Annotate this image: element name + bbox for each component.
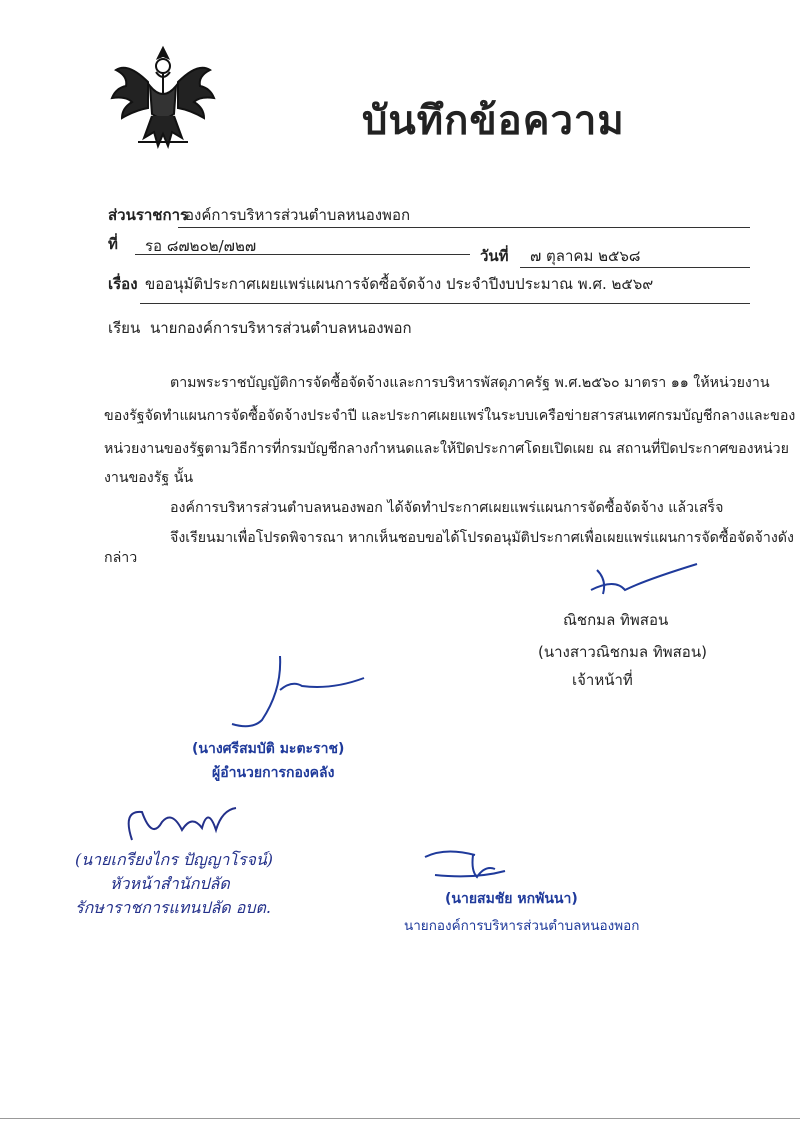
- director-position: ผู้อำนวยการกองคลัง: [212, 765, 335, 781]
- date-label: วันที่: [480, 247, 509, 265]
- to-label: เรียน: [108, 319, 141, 337]
- body-line: หน่วยงานของรัฐตามวิธีการที่กรมบัญชีกลางกำหนดและให้ปิดประกาศโดยเปิดเผย ณ สถานที่ปิดประกาศของหน่วย: [104, 441, 789, 457]
- ref-rule: [135, 254, 470, 255]
- director-name: (นางศรีสมบัติ มะตะราช): [192, 741, 345, 757]
- officer-name: ณิชกมล ทิพสอน: [563, 611, 669, 629]
- document-title: บันทึกข้อความ: [362, 98, 625, 144]
- officer-fullname: (นางสาวณิชกมล ทิพสอน): [538, 643, 707, 661]
- subject-rule: [140, 303, 750, 304]
- officer-handwritten-signature: [585, 560, 705, 605]
- subject-value: ขออนุมัติประกาศเผยแพร่แผนการจัดซื้อจัดจ้าง ประจำปีงบประมาณ พ.ศ. ๒๕๖๙: [145, 275, 654, 293]
- body-line: ตามพระราชบัญญัติการจัดซื้อจัดจ้างและการบริหารพัสดุภาครัฐ พ.ศ.๒๕๖๐ มาตรา ๑๑ ให้หน่วยงาน: [170, 375, 770, 391]
- agency-rule: [178, 227, 750, 228]
- clerk-handwritten-name: (นายเกรียงไกร ปัญญาโรจน์): [75, 850, 274, 869]
- date-value: ๗ ตุลาคม ๒๕๖๘: [530, 247, 641, 265]
- officer-position: เจ้าหน้าที่: [572, 671, 633, 689]
- ref-value: รอ ๘๗๒๐๒/๗๒๗: [145, 237, 257, 255]
- date-rule: [520, 267, 750, 268]
- to-value: นายกองค์การบริหารส่วนตำบลหนองพอก: [150, 319, 412, 337]
- garuda-emblem-icon: [108, 42, 218, 154]
- director-handwritten-signature: [222, 650, 372, 732]
- mayor-handwritten-signature: [415, 845, 515, 885]
- mayor-name: (นายสมชัย หกพันนา): [445, 891, 578, 907]
- agency-label: ส่วนราชการ: [108, 206, 189, 224]
- ref-label: ที่: [108, 235, 118, 253]
- clerk-handwritten-position: หัวหน้าสำนักปลัด: [110, 874, 230, 893]
- page-bottom-rule: [0, 1118, 800, 1119]
- agency-value: องค์การบริหารส่วนตำบลหนองพอก: [185, 206, 411, 224]
- body-line: จึงเรียนมาเพื่อโปรดพิจารณา หากเห็นชอบขอได้โปรดอนุมัติประกาศเพื่อเผยแพร่แผนการจัดซื้อจัดจ้างดัง: [170, 530, 794, 546]
- body-line: องค์การบริหารส่วนตำบลหนองพอก ได้จัดทำประกาศเผยแพร่แผนการจัดซื้อจัดจ้าง แล้วเสร็จ: [170, 500, 724, 516]
- clerk-handwritten-signature: [112, 800, 252, 850]
- clerk-handwritten-acting: รักษาราชการแทนปลัด อบต.: [75, 898, 271, 917]
- body-line: กล่าว: [104, 550, 138, 566]
- body-line: ของรัฐจัดทำแผนการจัดซื้อจัดจ้างประจำปี และประกาศเผยแพร่ในระบบเครือข่ายสารสนเทศกรมบัญชีกลางและของ: [104, 408, 796, 424]
- subject-label: เรื่อง: [108, 275, 138, 293]
- mayor-position: นายกองค์การบริหารส่วนตำบลหนองพอก: [404, 918, 640, 934]
- body-line: งานของรัฐ นั้น: [104, 470, 194, 486]
